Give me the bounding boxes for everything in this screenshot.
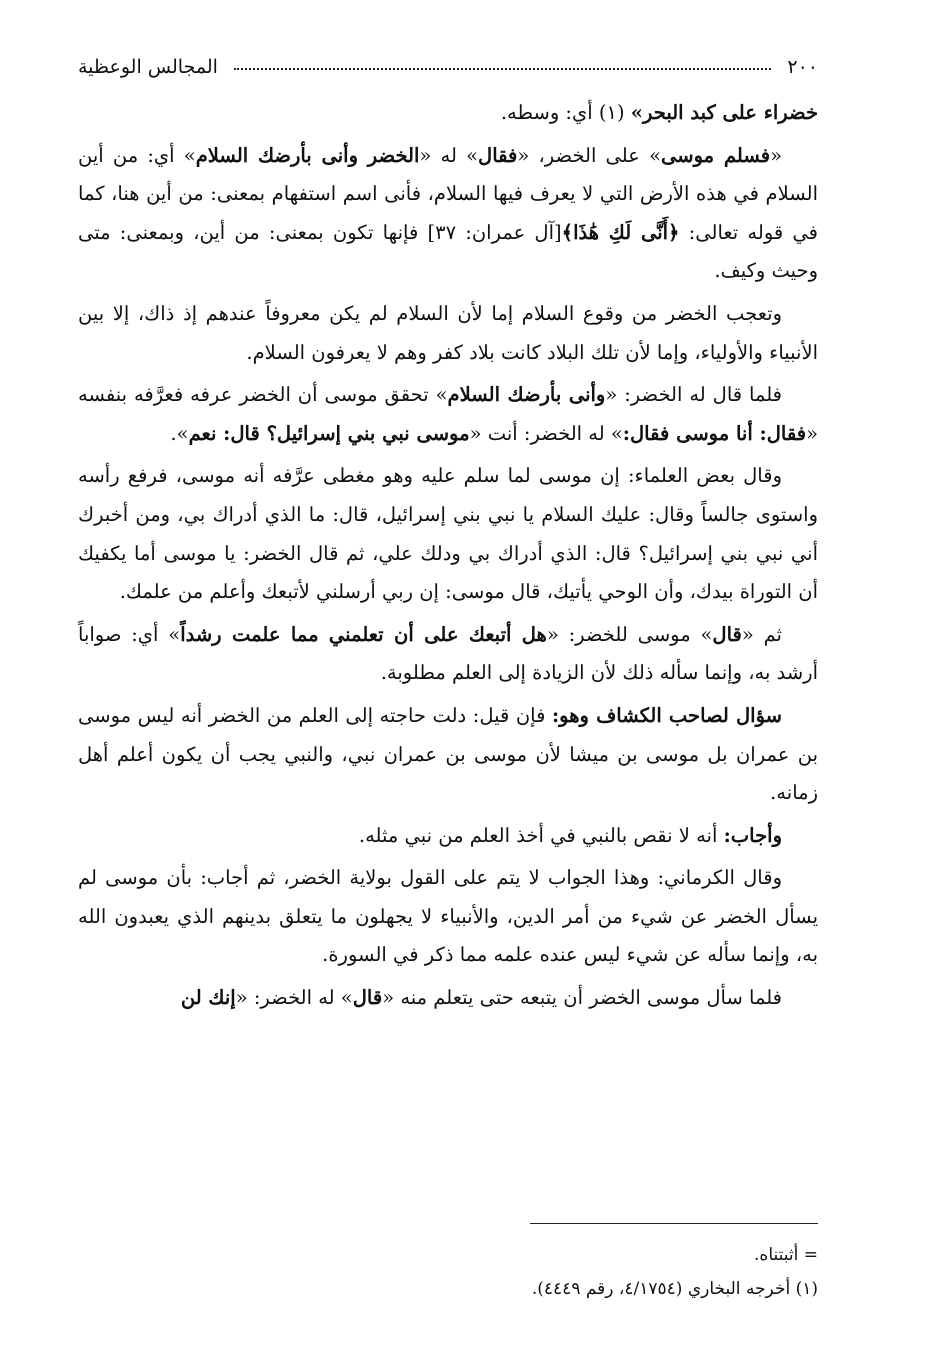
text-run: » على الخضر، «	[517, 143, 662, 167]
bold-phrase: وأنى بأرضك السلام	[447, 383, 606, 407]
text-run: ».	[170, 421, 189, 445]
text-run: » موسى للخضر: «	[546, 622, 713, 646]
footnote-separator	[530, 1223, 818, 1224]
text-run: فلما قال له الخضر: «	[605, 383, 783, 407]
bold-phrase: قال	[352, 986, 383, 1010]
bold-phrase: فقال	[478, 143, 518, 167]
paragraph	[78, 137, 818, 291]
paragraph	[78, 94, 818, 133]
bold-phrase: قال	[712, 622, 742, 646]
paragraph	[78, 616, 818, 693]
paragraph	[78, 376, 818, 453]
bold-phrase: سؤال لصاحب الكشاف وهو:	[551, 703, 782, 727]
paragraph	[78, 295, 818, 372]
main-text	[78, 94, 818, 1018]
bold-phrase: فسلم موسى	[661, 143, 771, 167]
text-run: وتعجب الخضر من وقوع السلام إما لأن السلام لم يكن معروفاً عندهم إذ ذاك، إلا بين الأنبياء والأولياء، وإما لأن تلك البلاد كانت بلاد كفر وهم لا يعرفون السلام.	[78, 301, 818, 364]
text-run: » له الخضر: أنت «	[469, 421, 623, 445]
footnote-continuation: = أثبتناه.	[754, 1245, 818, 1265]
text-run: أنه لا نقص بالنبي في أخذ العلم من نبي مثله.	[358, 823, 724, 847]
paragraph	[78, 457, 818, 611]
page	[78, 50, 818, 1022]
text-run: » له الخضر: «	[235, 986, 353, 1010]
text-run: » أي: من أين السلام في هذه الأرض التي لا يعرف فيها السلام، فأنى اسم استفهام بمعنى: من أين هنا، كما في قوله تعالى:	[78, 143, 818, 244]
bold-phrase: هل أتبعك على أن تعلمني مما علمت رشداً	[180, 622, 547, 646]
bold-phrase: وأجاب:	[723, 823, 782, 847]
footnotes	[78, 1238, 818, 1306]
text-run: » له «	[419, 143, 479, 167]
header-dot-leader	[234, 68, 771, 70]
text-run: (١) أي: وسطه.	[500, 101, 631, 124]
text-run: [آل عمران: ٣٧] فإنها تكون بمعنى: من أين، وبمعنى: متى وحيث وكيف.	[78, 220, 818, 283]
footnote-1: (١) أخرجه البخاري (٤/١٧٥٤، رقم ٤٤٤٩).	[531, 1279, 818, 1299]
text-run: فإن قيل: دلت حاجته إلى العلم من الخضر أنه ليس موسى بن عمران بل موسى بن ميشا لأن موسى بن عمران نبي، والنبي يجب أن يكون أعلم أهل زمانه.	[78, 703, 818, 805]
text-run: » تحقق موسى أن الخضر عرفه فعرَّفه بنفسه «	[78, 383, 818, 445]
bold-phrase: خضراء على كبد البحر»	[630, 101, 818, 124]
paragraph	[78, 859, 818, 975]
text-run: » أي: صواباً أرشد به، وإنما سأله ذلك لأن الزيادة إلى العلم مطلوبة.	[78, 622, 818, 685]
text-run: وقال الكرماني: وهذا الجواب لا يتم على القول بولاية الخضر، ثم أجاب: بأن موسى لم يسأل الخضر عن شيء من أمر الدين، والأنبياء لا يجهلون ما يتعلق بدينهم الذي يعبدون الله به، وإنما سأله عن شيء ليس عنده علمه مما ذكر في السورة.	[78, 866, 818, 967]
page-number: ٢٠٠	[787, 56, 818, 78]
paragraph	[78, 817, 818, 856]
text-run: ثم «	[741, 622, 782, 646]
paragraph	[78, 697, 818, 813]
text-run: «	[770, 143, 782, 167]
bold-phrase: فقال: أنا موسى فقال:	[622, 421, 807, 445]
bold-phrase: موسى نبي بني إسرائيل؟ قال: نعم	[188, 421, 470, 445]
text-run: فلما سأل موسى الخضر أن يتبعه حتى يتعلم منه «	[382, 986, 782, 1010]
paragraph	[78, 979, 818, 1018]
bold-phrase: إنك لن	[180, 986, 236, 1010]
running-header	[78, 50, 818, 84]
bold-phrase: ﴿أَنَّى لَكِ هَٰذَا﴾	[561, 220, 680, 244]
bold-phrase: الخضر وأنى بأرضك السلام	[195, 143, 420, 167]
text-run: وقال بعض العلماء: إن موسى لما سلم عليه وهو مغطى عرَّفه أنه موسى، فرفع رأسه واستوى جالساً وقال: عليك السلام يا نبي بني إسرائيل، قال: ما الذي أدراك بي، ومن أخبرك أني نبي بني إسرائيل؟ قال: الذي أدراك بي ودلك علي، ثم قال الخضر: يا موسى أما يكفيك أن التوراة بيدك، وأن الوحي يأتيك، قال موسى: إن ربي أرسلني لأتبعك وأعلم من علمك.	[78, 464, 818, 604]
running-title: المجالس الوعظية	[78, 56, 218, 78]
